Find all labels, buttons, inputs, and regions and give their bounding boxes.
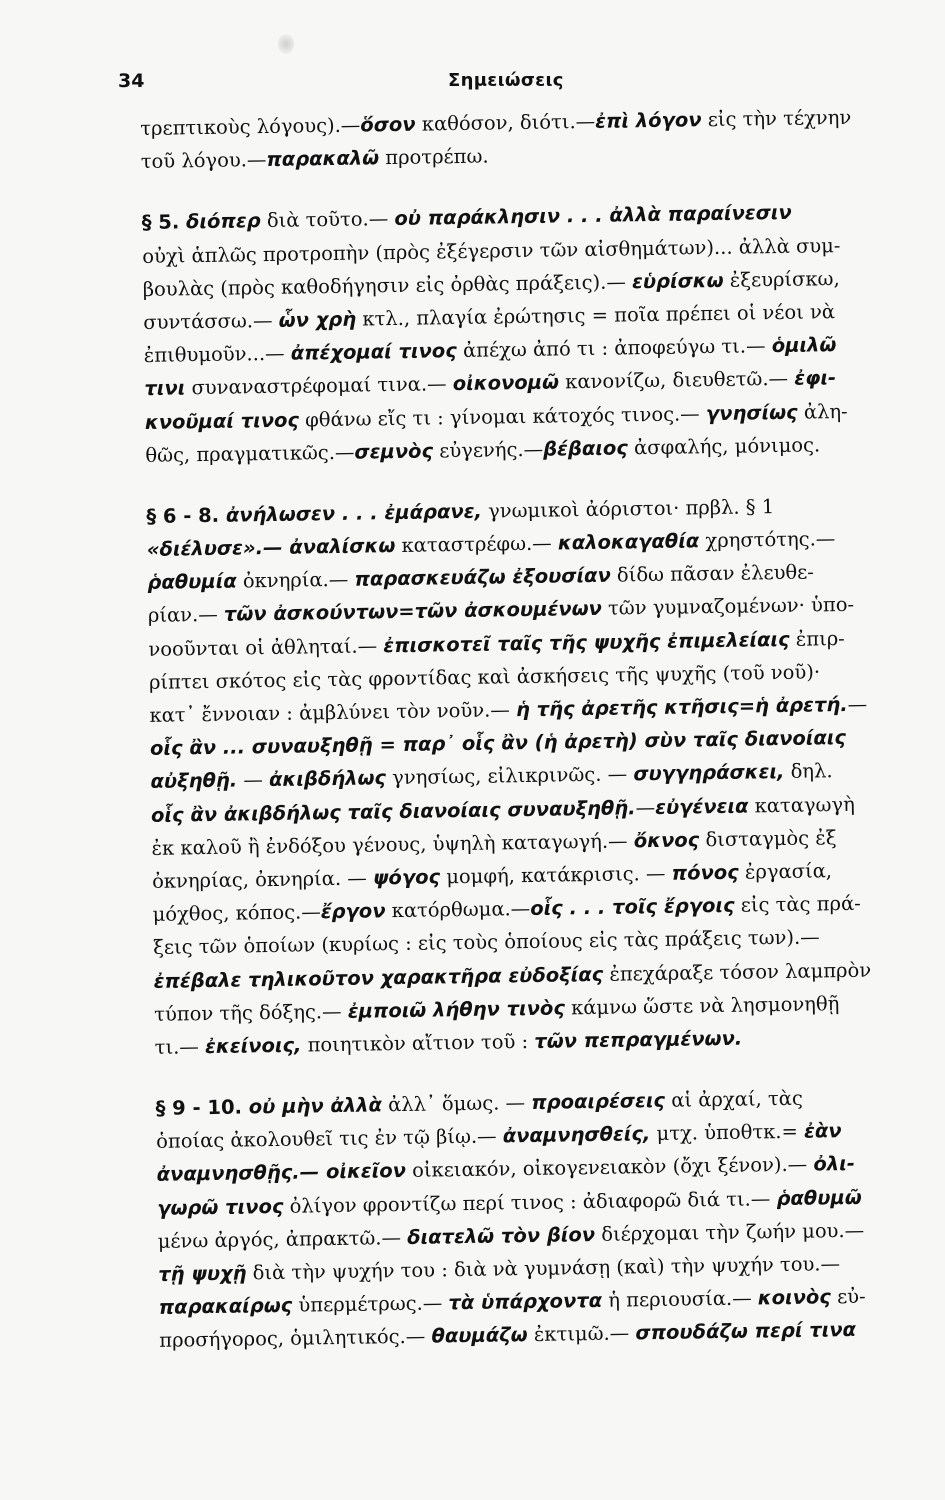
lemma-term: ὄκνος xyxy=(633,828,700,853)
gloss-text: ἐπιρ- xyxy=(789,626,845,651)
gloss-text: κάμνω ὥστε νὰ λησμονηθῇ xyxy=(564,991,840,1020)
section-marker: § 5. xyxy=(141,210,187,235)
lemma-term: ἀναμνησθῇς.— οἰκεῖον xyxy=(156,1159,407,1187)
gloss-text: συναναστρέφομαί τινα.— xyxy=(185,372,453,400)
lemma-term: γωρῶ τινος xyxy=(157,1194,284,1220)
gloss-text: δίδω πᾶσαν ἐλευθε- xyxy=(610,560,815,587)
lemma-term: τῶν πεπραγμένων. xyxy=(534,1026,743,1053)
gloss-text: — xyxy=(635,795,656,819)
lemma-term: ἡ τῆς ἀρετῆς κτῆσις=ἡ ἀρετή. xyxy=(515,692,848,722)
lemma-term: παρασκευάζω ἐξουσίαν xyxy=(354,563,611,591)
lemma-term: αὐξηθῇ. xyxy=(150,768,238,794)
lemma-term: βέβαιος xyxy=(542,436,629,461)
gloss-text: μομφή, κατάκρισις. — xyxy=(439,861,672,889)
lemma-term: πόνος xyxy=(671,860,739,885)
gloss-text: ρίπτει σκότος εἰς τὰς φροντίδας καὶ ἀσκήσεις τῆς ψυχῆς (τοῦ νοῦ)· xyxy=(148,660,821,694)
paper-blemish xyxy=(278,34,294,54)
gloss-text: τῶν γυμναζομένων· ὑπο- xyxy=(601,593,855,621)
gloss-text: συντάσσω.— xyxy=(143,308,279,334)
lemma-term: σεμνὸς xyxy=(354,439,434,464)
lemma-term: οὐ μὴν ἀλλὰ xyxy=(248,1093,383,1119)
notes-body xyxy=(140,100,929,1358)
gloss-text: ξεις τῶν ὁποίων (κυρίως : εἰς τοὺς ὁποίους εἰς τὰς πράξεις των).— xyxy=(152,925,820,960)
gloss-text: προσήγορος, ὁμιλητικός.— xyxy=(159,1324,432,1353)
gloss-text: ὀκνηρίας, ὀκνηρία. — xyxy=(151,866,374,893)
lemma-term: ἐπὶ λόγον xyxy=(594,108,702,133)
gloss-text: ἐκτιμῶ.— xyxy=(527,1321,636,1347)
lemma-term: ἐπισκοτεῖ ταῖς τῆς ψυχῆς ἐπιμελείαις xyxy=(383,627,790,657)
lemma-term: διόπερ xyxy=(185,209,261,234)
gloss-text: νοοῦνται οἱ ἀθληταί.— xyxy=(148,633,384,661)
gloss-text: τύπον τῆς δόξης.— xyxy=(153,999,348,1026)
gloss-text: ρίαν.— xyxy=(147,603,225,628)
lemma-term: προαιρέσεις xyxy=(531,1088,666,1115)
gloss-text: δισταγμὸς ἐξ xyxy=(699,825,837,852)
lemma-term: οἷς ἂν ἀκιβδήλως ταῖς διανοίαις συναυξηθῇ. xyxy=(150,795,636,827)
gloss-text: κατ᾿ ἔννοιαν : ἀμβλύνει τὸν νοῦν.— xyxy=(149,698,517,727)
gloss-text: θῶς, πραγματικῶς.— xyxy=(145,440,355,467)
lemma-term: ἔργον xyxy=(320,899,386,924)
gloss-text: εἰς τὴν τέχνην xyxy=(701,105,852,132)
gloss-text: ὑπερμέτρως.— xyxy=(292,1291,449,1317)
gloss-text: διὰ τὴν ψυχήν του : διὰ νὰ γυμνάσῃ (καὶ) τὴν ψυχήν του.— xyxy=(246,1252,841,1285)
running-title: Σημειώσεις xyxy=(448,70,564,91)
lemma-term: ὁμιλῶ xyxy=(771,333,837,358)
gloss-text: καταγωγὴ xyxy=(748,792,855,818)
gloss-text: προτρέπω. xyxy=(378,144,489,170)
lemma-term: παρακαίρως xyxy=(158,1293,293,1320)
section-marker: § 6 - 8. xyxy=(146,503,227,528)
gloss-text: ποιητικὸν αἴτιον τοῦ : xyxy=(301,1029,535,1057)
lemma-term: συγγηράσκει, xyxy=(633,760,785,786)
gloss-text: εἰς τὰς πρά- xyxy=(734,891,861,917)
lemma-term: εὐγένεια xyxy=(654,794,749,819)
gloss-text: διέρχομαι τὴν ζωήν μου.— xyxy=(594,1218,865,1246)
lemma-term: ῥαθυμῶ xyxy=(776,1185,862,1210)
gloss-text: ὁποίας ἀκολουθεῖ τις ἐν τῷ βίῳ.— xyxy=(155,1124,503,1154)
gloss-text: οὐχὶ ἁπλῶς προτροπὴν (πρὸς ἐξέγερσιν τῶν αἰσθημάτων)... ἀλλὰ συμ- xyxy=(142,233,841,268)
lemma-term: οἰκονομῶ xyxy=(452,370,560,396)
lemma-term: διατελῶ τὸν βίον xyxy=(406,1222,596,1249)
gloss-text: ἀλλ᾿ ὅμως. — xyxy=(381,1091,532,1117)
gloss-text: κτλ., πλαγία ἐρώτησις = ποῖα πρέπει οἱ νέοι νὰ xyxy=(355,300,836,331)
lemma-term: καλοκαγαθία xyxy=(557,529,700,555)
gloss-text: ἐκ καλοῦ ἢ ἐνδόξου γένους, ὑψηλὴ καταγωγή.— xyxy=(151,829,634,860)
gloss-text: εὐ- xyxy=(830,1284,866,1309)
lemma-term: κνοῦμαί τινος xyxy=(144,408,300,434)
gloss-text: ἐξευρίσκω, xyxy=(723,266,840,292)
gloss-text: φθάνω εἴς τι : γίνομαι κάτοχός τινος.— xyxy=(298,401,707,432)
lemma-term: ἀπέχομαί τινος xyxy=(290,339,457,365)
lemma-term: «διέλυσε».— ἀναλίσκω xyxy=(146,534,396,562)
gloss-text: γνησίως, εἰλικρινῶς. — xyxy=(385,762,634,790)
lemma-term: γνησίως xyxy=(705,400,798,425)
lemma-term: τῇ ψυχῇ xyxy=(158,1261,247,1286)
gloss-text: καθόσον, διότι.— xyxy=(415,109,596,136)
gloss-text: ὀκνηρία.— xyxy=(236,567,355,593)
gloss-text: οἰκειακόν, οἰκογενειακὸν (ὄχι ξένον).— xyxy=(405,1152,814,1183)
gloss-text: ἀλη- xyxy=(797,399,848,424)
gloss-text: χρηστότης.— xyxy=(699,527,836,553)
gloss-text: τρεπτικοὺς λόγους).— xyxy=(140,113,361,140)
gloss-text: — xyxy=(236,768,270,792)
gloss-text: ἐπεχάραξε τόσον λαμπρὸν xyxy=(603,958,872,986)
lemma-term: ὧν χρὴ xyxy=(278,307,357,332)
gloss-text: κανονίζω, διευθετῶ.— xyxy=(558,367,795,394)
lemma-term: ἀναμνησθείς, xyxy=(502,1122,651,1148)
gloss-text: βουλὰς (πρὸς καθοδήγησιν εἰς ὀρθὰς πράξεις).— xyxy=(142,270,633,301)
gloss-text: καταστρέφω.— xyxy=(395,531,559,558)
lemma-term: παρακαλῶ xyxy=(266,146,380,172)
page-header xyxy=(118,70,848,100)
gloss-text: μτχ. ὑποθτκ.= xyxy=(650,1119,805,1146)
lemma-term: τῶν ἀσκούντων=τῶν ἀσκουμένων xyxy=(223,597,603,627)
lemma-term: θαυμάζω xyxy=(431,1323,528,1348)
page-number: 34 xyxy=(118,70,145,92)
gloss-text: μόχθος, κόπος.— xyxy=(152,900,321,927)
gloss-text: αἱ ἀρχαί, τὰς xyxy=(664,1086,803,1112)
lemma-term: ἐκείνοις, xyxy=(204,1033,302,1058)
gloss-text: κατόρθωμα.— xyxy=(385,897,531,923)
lemma-term: οἷς ἂν ... συναυξηθῇ = παρ᾿ οἷς ἂν (ἡ ἀρετὴ) σὺν ταῖς διανοίαις xyxy=(149,726,847,761)
gloss-text: ἀπέχω ἀπό τι : ἀποφεύγω τι.— xyxy=(456,334,772,363)
gloss-text: δηλ. xyxy=(784,759,833,784)
gloss-text: ὀλίγον φροντίζω περί τινος : ἀδιαφορῶ διά τι.— xyxy=(283,1186,777,1218)
lemma-term: ῥαθυμία xyxy=(147,569,237,595)
section-marker: § 9 - 10. xyxy=(155,1095,249,1120)
lemma-term: ἀκιβδήλως xyxy=(268,766,387,792)
gloss-text: γνωμικοὶ ἀόριστοι· πρβλ. § 1 xyxy=(481,494,775,523)
gloss-text: μένω ἀργός, ἀπρακτῶ.— xyxy=(157,1225,408,1253)
lemma-term: ψόγος xyxy=(372,865,441,890)
lemma-term: ἐμποιῶ λήθην τινὸς xyxy=(347,996,566,1023)
lemma-term: τινι xyxy=(144,376,186,401)
gloss-text: διὰ τοῦτο.— xyxy=(260,207,395,233)
gloss-text: ἐπιθυμοῦν...— xyxy=(143,341,291,368)
gloss-text: ἐργασία, xyxy=(738,859,833,884)
lemma-term: ἐπέβαλε τηλικοῦτον χαρακτῆρα εὐδοξίας xyxy=(153,962,604,993)
gloss-text: ἀσφαλής, μόνιμος. xyxy=(627,433,821,460)
lemma-term: ὅσον xyxy=(360,112,416,137)
lemma-term: ἀνήλωσεν . . . ἐμάρανε, xyxy=(225,499,483,527)
gloss-text: ἡ περιουσία.— xyxy=(601,1286,758,1313)
gloss-text: τοῦ λόγου.— xyxy=(140,148,267,174)
lemma-term: σπουδάζω περί τινα xyxy=(635,1318,857,1345)
lemma-term: οἷς . . . τοῖς ἔργοις xyxy=(530,893,735,921)
gloss-text: εὐγενής.— xyxy=(432,437,544,463)
lemma-term: ἐὰν xyxy=(803,1119,842,1143)
lemma-term: ἐφι- xyxy=(794,366,837,391)
gloss-text: τι.— xyxy=(154,1034,206,1059)
lemma-term: ὀλι- xyxy=(813,1152,856,1176)
lemma-term: τὰ ὑπάρχοντα xyxy=(448,1289,603,1315)
lemma-term: εὑρίσκω xyxy=(631,268,724,294)
gloss-text: — xyxy=(847,692,868,716)
lemma-term: κοινὸς xyxy=(757,1285,832,1310)
lemma-term: οὐ παράκλησιν . . . ἀλλὰ παραίνεσιν xyxy=(394,201,792,231)
